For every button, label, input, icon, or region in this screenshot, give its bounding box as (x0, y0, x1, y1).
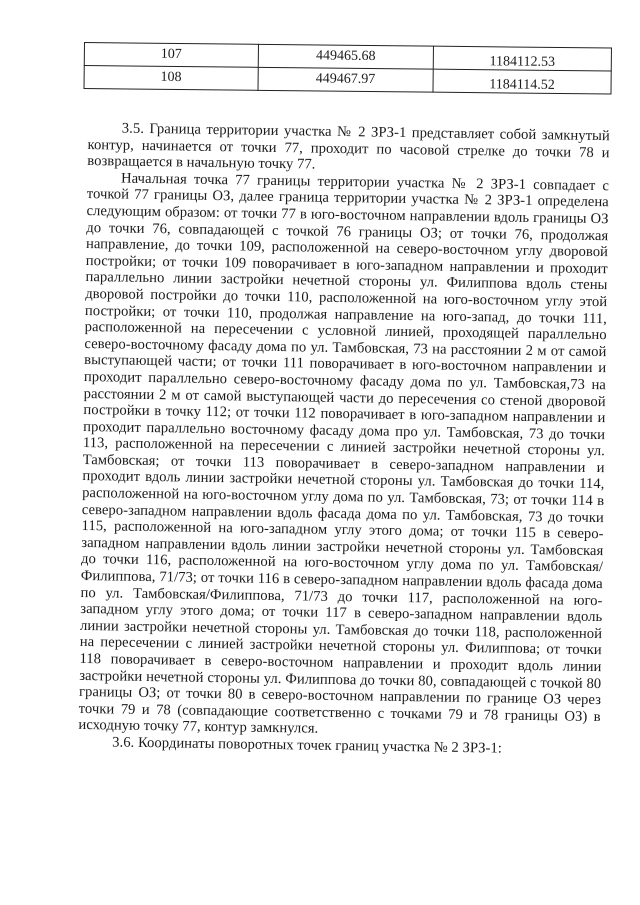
coordinates-table (84, 42, 612, 95)
table-cell-x: 449465.68 (258, 44, 433, 69)
paragraph-3-5: 3.5. Граница территории участка № 2 ЗРЗ-1 представляет собой замкнутый контур, начинается от точки 77, проходит по часовой стрелке до точки 78 и возвращается в начальную точку 77. (87, 120, 610, 173)
table-row (84, 66, 611, 95)
table-cell-y-value: 1184112.53 (489, 54, 556, 70)
table-cell-x: 449467.97 (258, 67, 433, 92)
table-cell-point: 108 (84, 66, 258, 91)
table-cell-point: 107 (84, 43, 258, 68)
table-cell-y (433, 46, 611, 71)
paragraph-3-6: 3.6. Координаты поворотных точек границ участка № 2 ЗРЗ-1: (112, 734, 503, 757)
document-text (78, 120, 610, 759)
table-cell-y (433, 69, 611, 94)
table-cell-y-value: 1184114.52 (489, 77, 555, 93)
paragraph-boundary-description: Начальная точка 77 границы территории участка № 2 ЗРЗ-1 совпадает с точкой 77 границы ОЗ, далее граница территории участка № 2 ЗРЗ-1 определена следующим образом: от точки 77 в юго-восточном направлении вдоль границы ОЗ до точки 76, совпадающей с точкой 76 границы ОЗ; от точки 76, продолжая направление, до точки 109, расположенной на северо-восточном углу дворовой постройки; от точки 109 поворачивает в юго-западном направлении и проходит параллельно линии застройки нечетной стороны ул. Филиппова вдоль стены дворовой постройки до точки 110, расположенной на юго-восточном углу этой постройки; от точки 110, продолжая направление на юго-запад, до точки 111, расположенной на пересечении с условной линией, проходящей параллельно северо-восточному фасаду дома по ул. Тамбовская, 73 на расстоянии 2 м от самой выступающей части; от точки 111 поворачивает в юго-восточном направлении и проходит параллельно северо-восточному фасаду дома по ул. Тамбовская,73 на расстоянии 2 м от самой выступающей части до пересечения со стеной дворовой постройки в точку 112; от точки 112 поворачивает в юго-западном направлении и проходит параллельно восточному фасаду дома про ул. Тамбовская, 73 до точки 113, расположенной на пересечении с линией застройки нечетной стороны ул. Тамбовская; от точки 113 поворачивает в северо-западном направлении и проходит вдоль линии застройки нечетной стороны ул. Тамбовская до точки 114, расположенной на юго-восточном углу дома по ул. Тамбовская, 73; от точки 114 в северо-западном направлении вдоль фасада дома по ул. Тамбовская, 73 до точки 115, расположенной на юго-западном углу этого дома; от точки 115 в северо-западном направлении вдоль линии застройки нечетной стороны ул. Тамбовская до точки 116, расположенной на юго-восточном углу дома по ул. Тамбовская/Филиппова, 71/73; от точки 116 в северо-западном направлении вдоль фасада дома по ул. Тамбовская/Филиппова, 71/73 до точки 117, расположенной на юго-западном углу этого дома; от точки 117 в северо-западном направлении вдоль линии застройки нечетной стороны ул. Тамбовская до точки 118, расположенной на пересечении с линией застройки нечетной стороны ул. Филиппова; от точки 118 поворачивает в северо-восточном направлении и проходит вдоль линии застройки нечетной стороны ул. Филиппова до точки 80, совпадающей с точкой 80 границы ОЗ; от точки 80 в северо-восточном направлении по границе ОЗ через точки 79 и 78 (совпадающие соответственно с точками 79 и 78 границы ОЗ) в исходную точку 77, контур замкнулся. (78, 170, 610, 738)
